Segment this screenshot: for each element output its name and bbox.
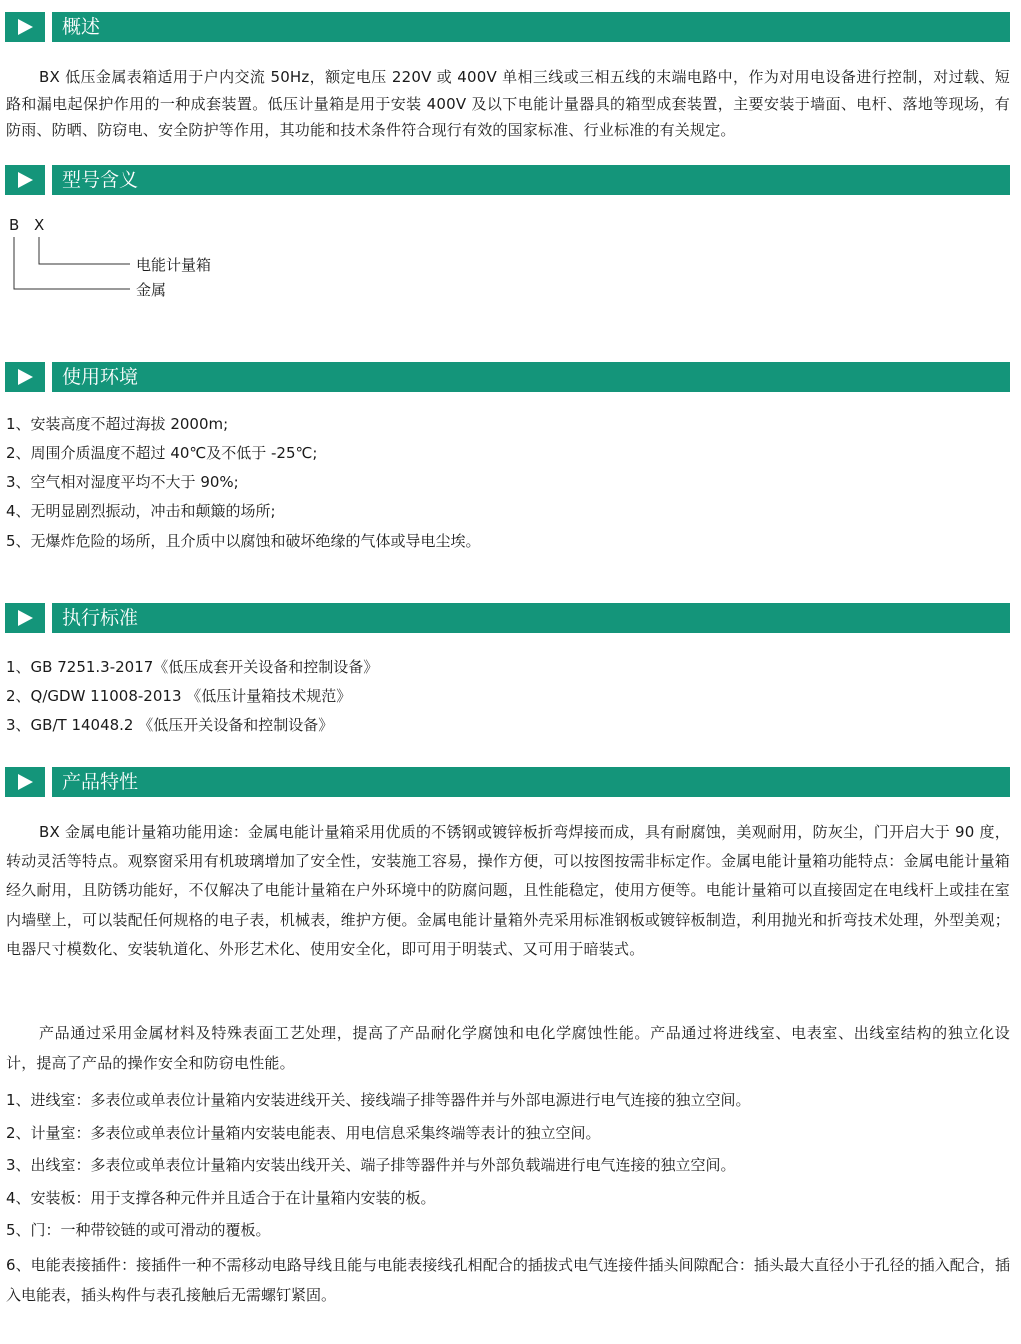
features-paragraph: BX 金属电能计量箱功能用途：金属电能计量箱采用优质的不锈钢或镀锌板折弯焊接而成，具有耐腐蚀，美观耐用，防灰尘，门开启大于 90 度，转动灵活等特点。观察窗采用有机玻璃增加了安全性，安装施工容易，操作方便，可以按图按需非标定作。金属电能计量箱功能特点：金属电能计量箱经久耐用，且防锈功能好，不仅解决了电能计量箱在户外环境中的防腐问题，且性能稳定，使用方便等。电能计量箱可以直接固定在电线杆上或挂在室内墙壁上，可以装配任何规格的电子表，机械表，维护方便。金属电能计量箱外壳采用标准钢板或镀锌板制造，利用抛光和折弯技术处理，外型美观；电器尺寸模数化、安装轨道化、外形艺术化、使用安全化，即可用于明装式、又可用于暗装式。: [6, 823, 1010, 958]
environment-item: 5、无爆炸危险的场所，且介质中以腐蚀和破坏绝缘的气体或导电尘埃。: [6, 532, 481, 550]
model-label-meter-box: 电能计量箱: [136, 256, 212, 274]
section-header-standards: [5, 603, 1010, 633]
section-title: 概述: [52, 12, 1010, 42]
standard-item: 2、Q/GDW 11008-2013 《低压计量箱技术规范》: [6, 687, 352, 705]
model-diagram-lines: [0, 0, 140, 300]
model-code-x: X: [34, 216, 45, 234]
section-header-features: [5, 767, 1010, 797]
arrow-box: [5, 603, 45, 633]
environment-item: 4、无明显剧烈振动，冲击和颠簸的场所;: [6, 502, 276, 520]
section-header-environment: [5, 362, 1010, 392]
feature-item: 5、门：一种带铰链的或可滑动的覆板。: [6, 1221, 271, 1239]
environment-item: 1、安装高度不超过海拔 2000m;: [6, 415, 229, 433]
feature-item: 1、进线室：多表位或单表位计量箱内安装进线开关、接线端子排等器件并与外部电源进行电气连接的独立空间。: [6, 1091, 751, 1109]
section-header-model: [5, 165, 1010, 195]
environment-item: 2、周围介质温度不超过 40℃及不低于 -25℃;: [6, 444, 318, 462]
play-arrow-icon: [18, 610, 33, 626]
feature-item: 4、安装板：用于支撑各种元件并且适合于在计量箱内安装的板。: [6, 1189, 436, 1207]
standard-item: 1、GB 7251.3-2017《低压成套开关设备和控制设备》: [6, 658, 379, 676]
model-label-metal: 金属: [136, 281, 167, 299]
section-header-overview: [5, 12, 1010, 42]
play-arrow-icon: [18, 369, 33, 385]
feature-item: 6、电能表接插件：接插件一种不需移动电路导线且能与电能表接线孔相配合的插拔式电气连接件插头间隙配合：插头最大直径小于孔径的插入配合，插入电能表，插头构件与表孔接触后无需螺钉紧固。: [6, 1256, 1010, 1304]
play-arrow-icon: [18, 774, 33, 790]
feature-item: 2、计量室：多表位或单表位计量箱内安装电能表、用电信息采集终端等表计的独立空间。: [6, 1124, 601, 1142]
arrow-box: [5, 362, 45, 392]
features-paragraph: 产品通过采用金属材料及特殊表面工艺处理，提高了产品耐化学腐蚀和电化学腐蚀性能。产品通过将进线室、电表室、出线室结构的独立化设计，提高了产品的操作安全和防窃电性能。: [6, 1024, 1010, 1072]
section-title: 产品特性: [52, 767, 1010, 797]
section-title: 执行标准: [52, 603, 1010, 633]
overview-paragraph: BX 低压金属表箱适用于户内交流 50Hz，额定电压 220V 或 400V 单相三线或三相五线的末端电路中，作为对用电设备进行控制，对过载、短路和漏电起保护作用的一种成套装置。低压计量箱是用于安装 400V 及以下电能计量器具的箱型成套装置，主要安装于墙面、电杆、落地等现场，有防雨、防晒、防窃电、安全防护等作用，其功能和技术条件符合现行有效的国家标准、行业标准的有关规定。: [6, 68, 1010, 139]
environment-item: 3、空气相对湿度平均不大于 90%;: [6, 473, 239, 491]
arrow-box: [5, 767, 45, 797]
standard-item: 3、GB/T 14048.2 《低压开关设备和控制设备》: [6, 716, 334, 734]
feature-item: 3、出线室：多表位或单表位计量箱内安装出线开关、端子排等器件并与外部负载端进行电气连接的独立空间。: [6, 1156, 736, 1174]
section-title: 使用环境: [52, 362, 1010, 392]
model-code-b: B: [9, 216, 20, 234]
section-title: 型号含义: [52, 165, 1010, 195]
